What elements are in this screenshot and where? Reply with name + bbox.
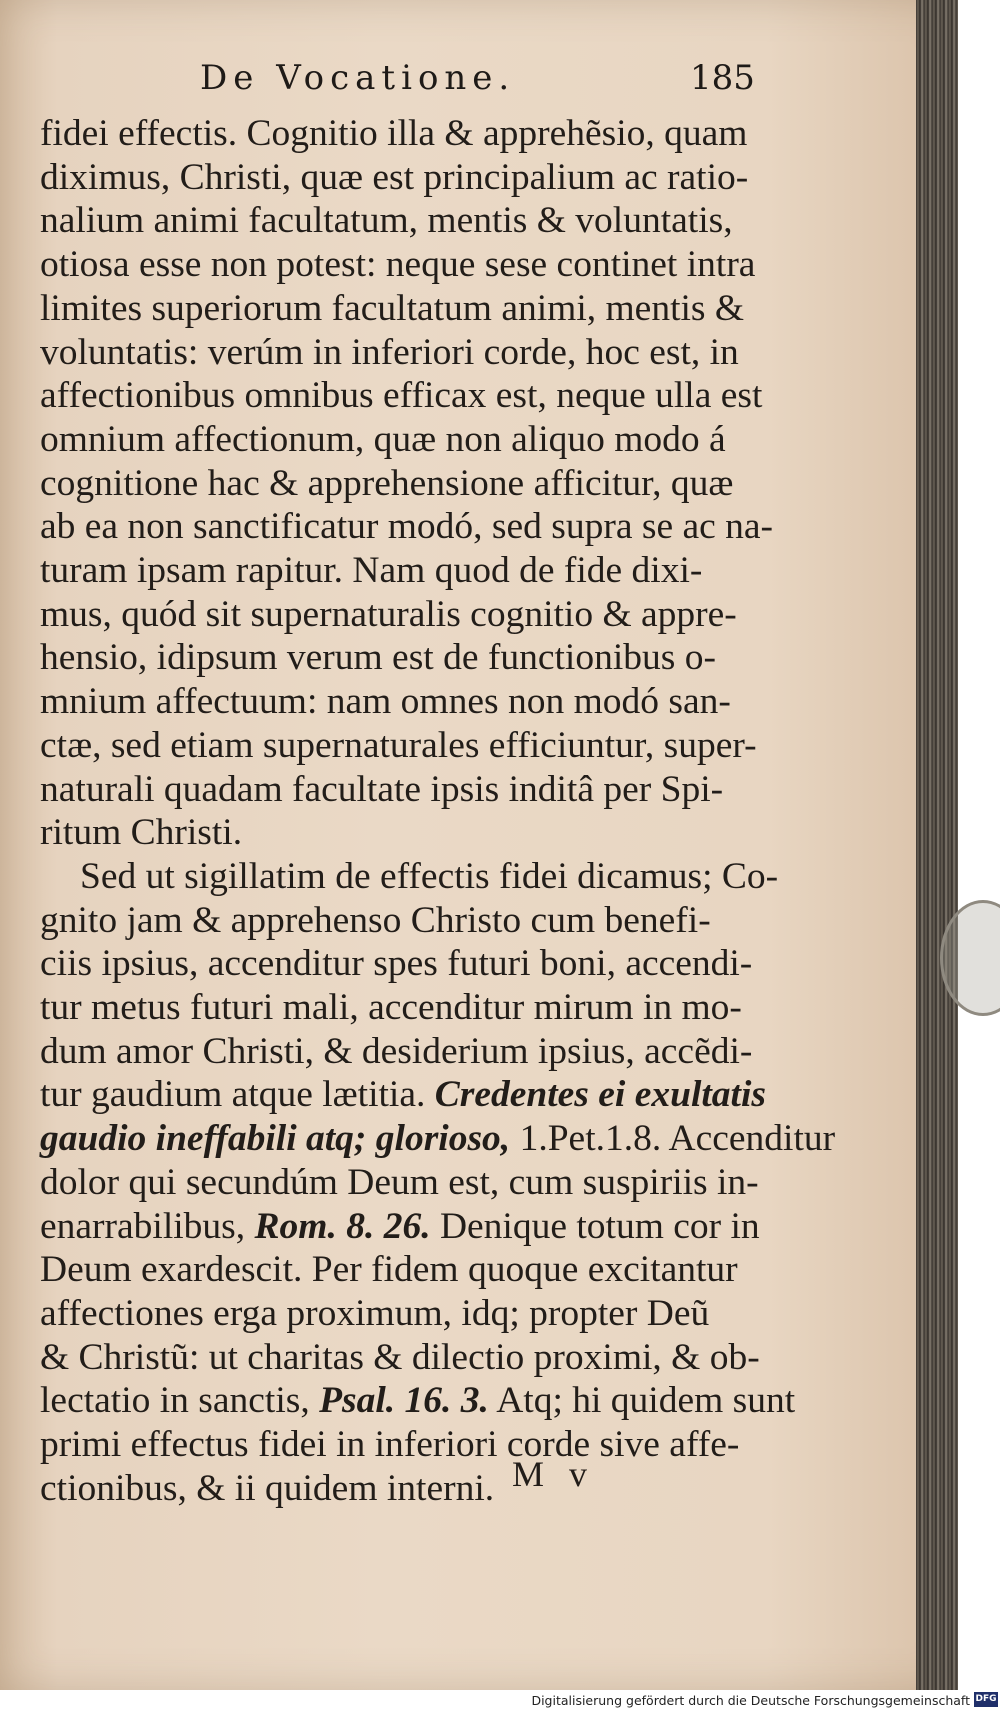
scripture-reference: Psal. 16. 3.	[319, 1380, 489, 1422]
text-line: Deum exardescit. Per fidem quoque excitantur	[40, 1249, 738, 1291]
text-line: voluntatis: verúm in inferiori corde, hoc est, in	[40, 331, 739, 373]
text-line: mnium affectuum: nam omnes non modó san-	[40, 681, 731, 723]
text-line: affectiones erga proximum, idq; propter Deũ	[40, 1292, 710, 1334]
text-segment: lectatio in sanctis,	[40, 1380, 310, 1422]
scripture-reference: Rom. 8. 26.	[254, 1205, 431, 1247]
text-line: ab ea non sanctificatur modó, sed supra se ac na-	[40, 506, 774, 548]
body-text	[40, 112, 836, 1511]
running-title: De Vocatione.	[200, 58, 516, 98]
text-line: ctæ, sed etiam supernaturales efficiuntur, super-	[40, 724, 757, 766]
text-line: fidei effectis. Cognitio illa & apprehẽsio, quam	[40, 113, 748, 154]
text-line	[40, 1073, 770, 1117]
text-segment: Denique totum cor in	[439, 1205, 760, 1247]
scripture-reference: 1.Pet.1.8. Accenditur	[519, 1118, 836, 1160]
text-line: dolor qui secundúm Deum est, cum suspiriis in-	[40, 1161, 759, 1203]
text-line: ciis ipsius, accenditur spes futuri boni, accendi-	[40, 943, 753, 985]
text-line: tur metus futuri mali, accenditur mirum in mo-	[40, 987, 742, 1029]
text-line	[40, 1379, 796, 1423]
text-line: otiosa esse non potest: neque sese continet intra	[40, 244, 756, 286]
book-edge	[916, 0, 958, 1690]
text-line: mus, quód sit supernaturalis cognitio & appre-	[40, 593, 737, 635]
scripture-quote: Credentes ei exultatis	[434, 1074, 766, 1116]
signature-mark: M v	[512, 1454, 596, 1494]
funding-credit: Digitalisierung gefördert durch die Deutsche Forschungsgemeinschaft	[531, 1693, 970, 1708]
text-line: cognitione hac & apprehensione afficitur, quæ	[40, 462, 734, 504]
text-segment: tur gaudium atque lætitia.	[40, 1074, 426, 1116]
text-line: nalium animi facultatum, mentis & voluntatis,	[40, 200, 733, 242]
text-line: ctionibus, & ii quidem interni.	[40, 1467, 495, 1509]
text-line	[40, 1117, 836, 1161]
text-line: primi effectus fidei in inferiori corde sive affe-	[40, 1424, 740, 1466]
text-line: omnium affectionum, quæ non aliquo modo á	[40, 418, 726, 460]
text-line: limites superiorum facultatum animi, mentis &	[40, 287, 745, 329]
page-number: 185	[690, 58, 755, 98]
text-line: ritum Christi.	[40, 812, 243, 854]
text-segment: Atq; hi quidem sunt	[496, 1380, 796, 1422]
text-line: gnito jam & apprehenso Christo cum benefi-	[40, 899, 711, 941]
dfg-logo: DFG	[974, 1692, 998, 1707]
footer-bar	[0, 1690, 1000, 1714]
scripture-quote: gaudio ineffabili atq; glorioso,	[40, 1118, 511, 1160]
text-line: turam ipsam rapitur. Nam quod de fide dixi-	[40, 550, 703, 592]
text-line: affectionibus omnibus efficax est, neque ulla est	[40, 375, 763, 417]
paragraph-start-line: Sed ut sigillatim de effectis fidei dicamus; Co-	[80, 855, 779, 897]
page-header	[0, 58, 958, 108]
text-line: & Christũ: ut charitas & dilectio proximi, & ob-	[40, 1336, 760, 1378]
text-segment: enarrabilibus,	[40, 1205, 246, 1247]
text-line: naturali quadam facultate ipsis inditâ per Spi-	[40, 768, 724, 810]
text-line	[40, 1205, 770, 1249]
text-line: diximus, Christi, quæ est principalium ac ratio-	[40, 156, 749, 198]
text-line: hensio, idipsum verum est de functionibus o-	[40, 637, 716, 679]
text-line: dum amor Christi, & desiderium ipsius, accẽdi-	[40, 1030, 753, 1072]
